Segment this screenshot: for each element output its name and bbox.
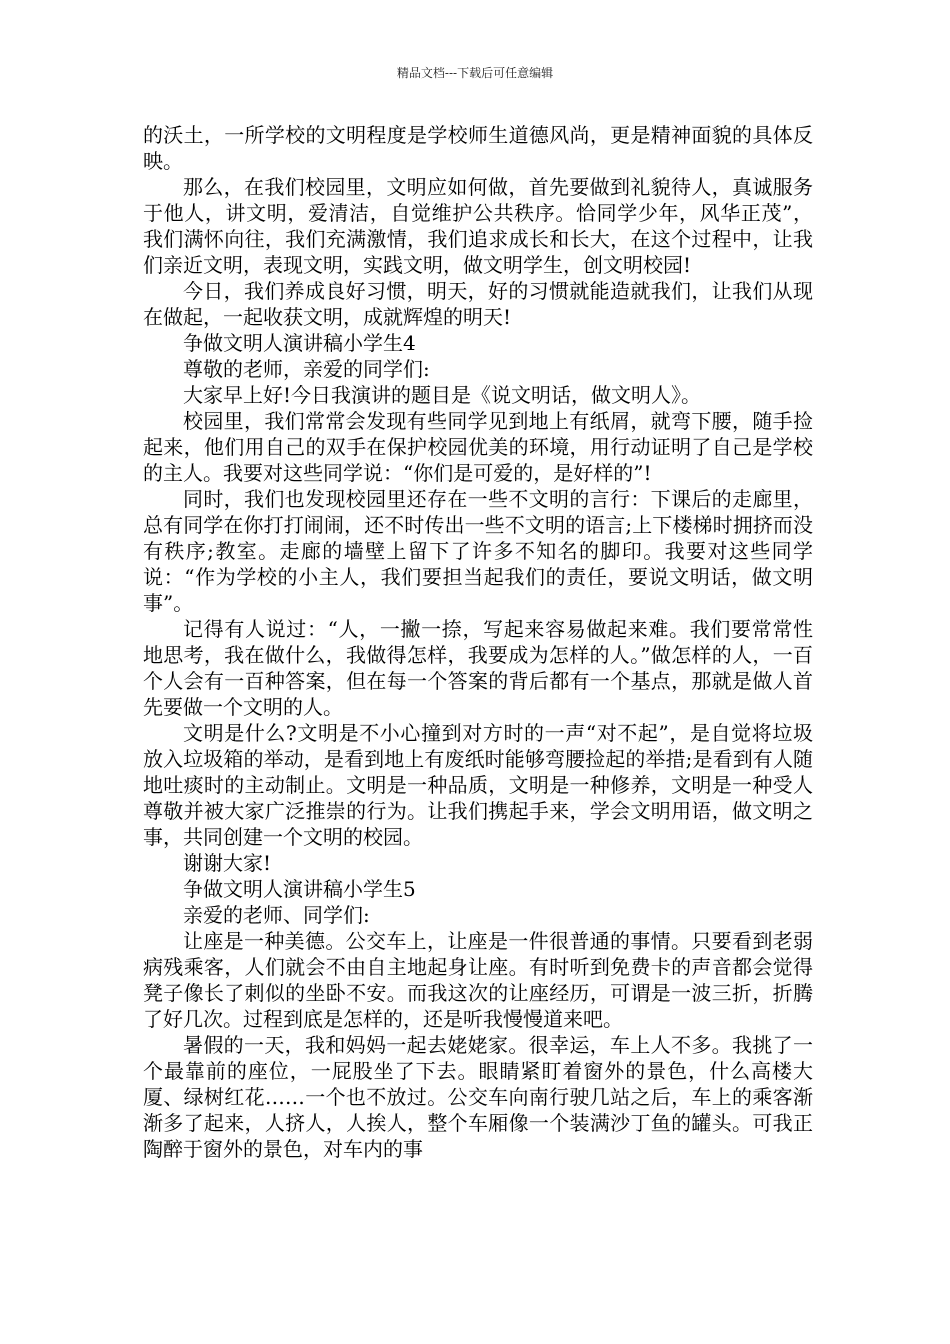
paragraph-what-is-civility: 文明是什么?文明是不小心撞到对方时的一声“对不起”，是自觉将垃圾放入垃圾箱的举动，是看到地上有废纸时能够弯腰捡起的举措;是看到有人随地吐痰时的主动制止。文明是一种品质，文明是一种修养，文明是一种受人尊敬并被大家广泛推崇的行为。让我们携起手来，学会文明用语，做文明之事，共同创建一个文明的校园。 xyxy=(143,721,813,849)
paragraph-thanks: 谢谢大家! xyxy=(183,851,272,875)
paragraph-campus: 校园里，我们常常会发现有些同学见到地上有纸屑，就弯下腰，随手捡起来，他们用自己的双手在保护校园优美的环境，用行动证明了自己是学校的主人。我要对这些同学说：“你们是可爱的，是好样的”! xyxy=(143,409,813,485)
document-body xyxy=(143,122,813,1162)
paragraph-summer-day: 暑假的一天，我和妈妈一起去姥姥家。很幸运，车上人不多。我挑了一个最靠前的座位，一屁股坐了下去。眼睛紧盯着窗外的景色，什么高楼大厦、绿树红花……一个也不放过。公交车向南行驶几站之后，车上的乘客渐渐多了起来，人挤人，人挨人，整个车厢像一个装满沙丁鱼的罐头。可我正陶醉于窗外的景色，对车内的事 xyxy=(143,1033,813,1161)
salutation-5: 亲爱的老师、同学们: xyxy=(183,903,370,927)
section-title-4: 争做文明人演讲稿小学生4 xyxy=(183,331,416,355)
page-header: 精品文档---下载后可任意编辑 xyxy=(396,66,554,80)
paragraph-greeting: 大家早上好!今日我演讲的题目是《说文明话，做文明人》。 xyxy=(183,383,702,407)
paragraph-giving-seat: 让座是一种美德。公交车上，让座是一件很普通的事情。只要看到老弱病残乘客，人们就会不由自主地起身让座。有时听到免费卡的声音都会觉得凳子像长了刺似的坐卧不安。而我这次的让座经历，可谓是一波三折，折腾了好几次。过程到底是怎样的，还是听我慢慢道来吧。 xyxy=(143,929,813,1031)
paragraph-2: 那么，在我们校园里，文明应如何做，首先要做到礼貌待人，真诚服务于他人，讲文明，爱清洁，自觉维护公共秩序。恰同学少年，风华正茂”，我们满怀向往，我们充满激情，我们追求成长和长大，在这个过程中，让我们亲近文明，表现文明，实践文明，做文明学生，创文明校园! xyxy=(143,175,813,277)
paragraph-3: 今日，我们养成良好习惯，明天，好的习惯就能造就我们，让我们从现在做起，一起收获文明，成就辉煌的明天! xyxy=(143,279,813,329)
paragraph-1: 的沃土，一所学校的文明程度是学校师生道德风尚，更是精神面貌的具体反映。 xyxy=(143,123,813,173)
salutation-4: 尊敬的老师，亲爱的同学们: xyxy=(183,357,430,381)
paragraph-meanwhile: 同时，我们也发现校园里还存在一些不文明的言行：下课后的走廊里，总有同学在你打打闹闹，还不时传出一些不文明的语言;上下楼梯时拥挤而没有秩序;教室。走廊的墙壁上留下了许多不知名的脚印。我要对这些同学说：“作为学校的小主人，我们要担当起我们的责任，要说文明话，做文明事”。 xyxy=(143,487,813,615)
paragraph-remember: 记得有人说过：“人，一撇一捺，写起来容易做起来难。我们要常常性地思考，我在做什么，我做得怎样，我要成为怎样的人。”做怎样的人，一百个人会有一百种答案，但在每一个答案的背后都有一个基点，那就是做人首先要做一个文明的人。 xyxy=(143,617,813,719)
section-title-5: 争做文明人演讲稿小学生5 xyxy=(183,877,416,901)
